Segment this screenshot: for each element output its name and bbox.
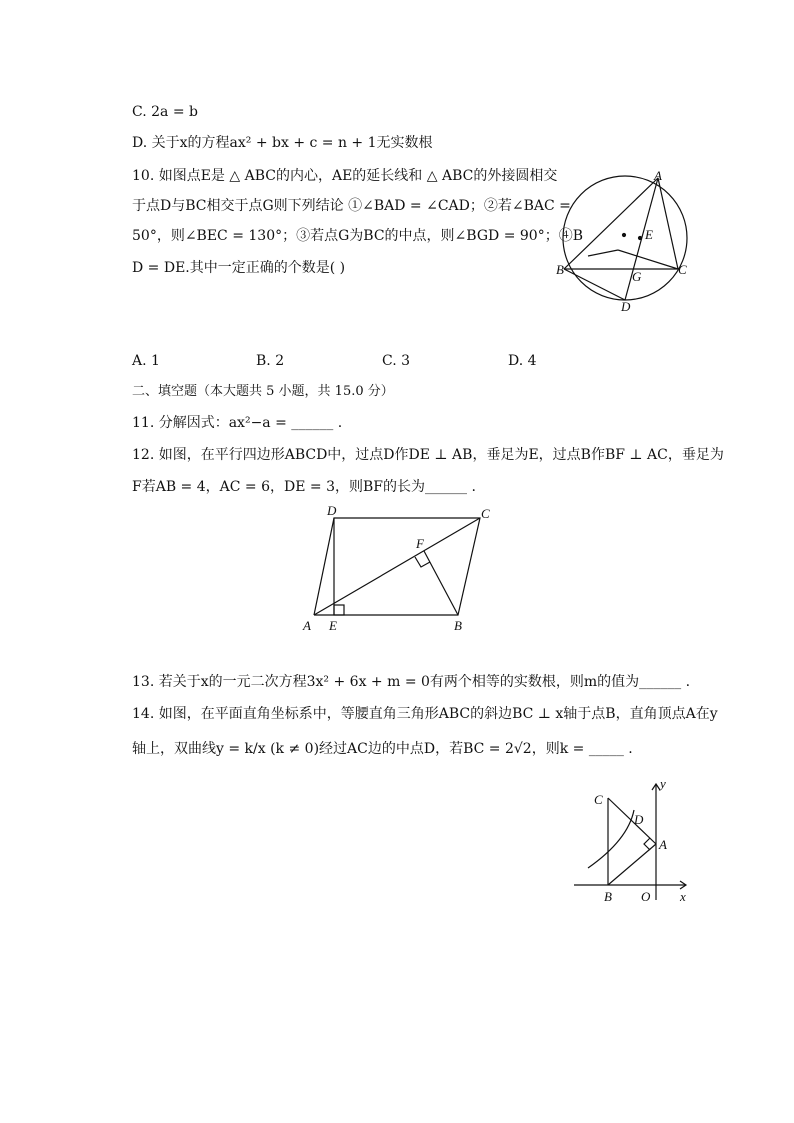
diagonal-ac: [314, 518, 480, 615]
label-e: E: [329, 618, 337, 633]
q9-option-c: C. 2a = b: [132, 104, 198, 120]
section-2-heading: 二、填空题（本大题共 5 小题，共 15.0 分）: [132, 384, 394, 399]
q14-line-1: 14. 如图，在平面直角坐标系中，等腰直角三角形ABC的斜边BC ⊥ x轴于点B，直角顶点A在y: [132, 706, 718, 722]
q10-line-2: 于点D与BC相交于点G则下列结论 ①∠BAD = ∠CAD；②若∠BAC =: [132, 198, 571, 214]
label-d: D: [327, 503, 337, 518]
q10-option-d: D. 4: [508, 353, 537, 369]
q10-option-a: A. 1: [132, 353, 160, 369]
label-a: A: [659, 837, 667, 852]
segment-be: [588, 250, 618, 256]
q12-figure: [298, 500, 498, 636]
label-a: A: [303, 618, 311, 633]
center-dot: [623, 234, 626, 237]
q12-line-2: F若AB = 4，AC = 6，DE = 3，则BF的长为______ .: [132, 479, 476, 495]
label-c: C: [594, 792, 603, 807]
label-c: C: [481, 506, 490, 521]
q10-option-b: B. 2: [256, 353, 285, 369]
right-angle-e: [334, 605, 344, 615]
label-g: G: [632, 269, 642, 284]
label-c: C: [678, 262, 687, 277]
q10-figure: [552, 168, 702, 316]
q12-line-1: 12. 如图，在平行四边形ABCD中，过点D作DE ⊥ AB，垂足为E，过点B作BF ⊥ AC，垂足为: [132, 447, 724, 463]
q10-line-4: D = DE.其中一定正确的个数是( ): [132, 260, 346, 276]
label-b: B: [454, 618, 462, 633]
line-bd: [564, 269, 625, 300]
label-f: F: [416, 536, 424, 551]
q10-line-1: 10. 如图点E是 △ ABC的内心，AE的延长线和 △ ABC的外接圆相交: [132, 168, 558, 184]
label-o: O: [641, 889, 651, 904]
label-b: B: [556, 262, 564, 277]
label-a: A: [654, 168, 662, 183]
q11-text: 11. 分解因式：ax²−a = ______ .: [132, 415, 343, 431]
perpendicular-bf: [424, 551, 458, 615]
label-b: B: [604, 889, 612, 904]
q9-option-d: D. 关于x的方程ax² + bx + c = n + 1无实数根: [132, 135, 433, 151]
q10-line-3: 50°，则∠BEC = 130°；③若点G为BC的中点，则∠BGD = 90°；④B: [132, 228, 583, 244]
side-ab: [564, 178, 658, 269]
q14-figure: [568, 778, 694, 906]
circumcircle: [563, 176, 687, 300]
segment-ec: [618, 250, 678, 269]
q14-line-2: 轴上，双曲线y = k/x (k ≠ 0)经过AC边的中点D，若BC = 2√2，则k = _____ .: [132, 741, 633, 757]
side-ca: [608, 798, 656, 844]
q13-text: 13. 若关于x的一元二次方程3x² + 6x + m = 0有两个相等的实数根，则m的值为______ .: [132, 674, 691, 690]
q10-option-c: C. 3: [382, 353, 411, 369]
label-e: E: [645, 227, 653, 242]
right-angle-a: [644, 838, 650, 850]
side-ac: [658, 178, 678, 269]
side-ba: [608, 844, 656, 885]
label-y: y: [660, 778, 666, 791]
hyperbola: [588, 810, 634, 868]
point-e-dot: [639, 237, 642, 240]
label-d: D: [634, 812, 644, 827]
label-x: x: [680, 889, 686, 904]
label-d: D: [621, 299, 631, 314]
